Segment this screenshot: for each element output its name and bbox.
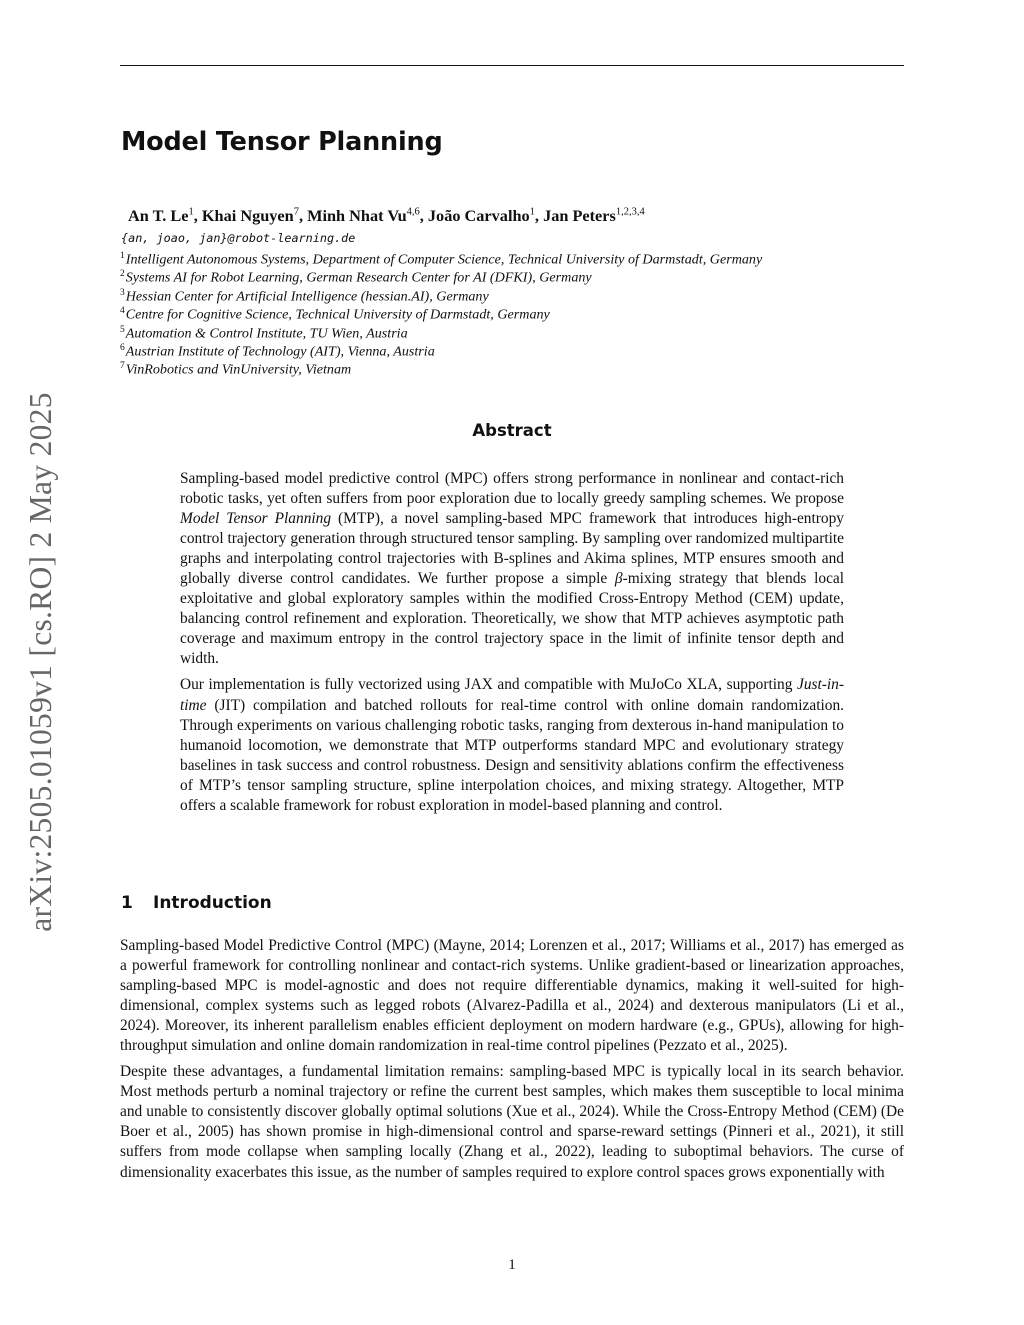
- affiliation-text: Systems AI for Robot Learning, German Research Center for AI (DFKI), Germany: [125, 270, 592, 287]
- affiliation-item: [120, 302, 762, 323]
- affiliation-item: [120, 247, 763, 268]
- affiliation-text: Austrian Institute of Technology (AIT), Vienna, Austria: [125, 343, 435, 360]
- author-name: Khai Nguyen: [201, 206, 294, 225]
- author-name: Jan Peters: [543, 206, 616, 225]
- affiliation-item: [120, 339, 762, 360]
- body-paragraph: Sampling-based Model Predictive Control (MPC) (Mayne, 2014; Lorenzen et al., 2017; Williams et al., 2017) has emerged as a powerful framework for controlling nonlinear and contact-rich systems. Unlike gradient-based or linearization approaches, sampling-based MPC is model-agnostic and does not require differentiable dynamics, making it well-suited for high-dimensional, complex systems such as legged robots (Alvarez-Padilla et al., 2024) and dexterous manipulators (Li et al., 2024). Moreover, its inherent parallelism enables efficient deployment on modern hardware (e.g., GPUs), allowing for high-throughput simulation and online domain randomization in real-time control pipelines (Pezzato et al., 2025).: [120, 937, 904, 1055]
- introduction-body: [120, 936, 904, 1189]
- abstract-text: Our implementation is fully vectorized using JAX and compatible with MuJoCo XLA, supporting: [180, 676, 797, 694]
- affiliation-text: VinRobotics and VinUniversity, Vietnam: [125, 362, 352, 379]
- affiliation-number: 6: [120, 342, 125, 353]
- abstract-paragraph: [180, 469, 844, 669]
- affiliation-number: 4: [120, 306, 125, 317]
- author-name: João Carvalho: [427, 206, 530, 225]
- section-heading-introduction: [121, 893, 272, 913]
- author-affiliation-marker: 7: [293, 206, 299, 218]
- affiliation-text: Centre for Cognitive Science, Technical University of Darmstadt, Germany: [125, 306, 550, 323]
- abstract-emphasis: Just-in-time: [180, 676, 844, 714]
- author-list: An T. Le$^1$, Khai Nguyen$^7$, Minh Nhat Vu$^{4,6}$, João Carvalho$^1$, Jan Peters$^{1,2,3,4}$: [128, 206, 645, 225]
- author-affiliation-marker: 4,6: [406, 206, 420, 218]
- affiliation-number: 5: [120, 324, 125, 335]
- beta-symbol: β: [614, 570, 623, 588]
- affiliation-text: Intelligent Autonomous Systems, Department of Computer Science, Technical University of Darmstadt, Germany: [125, 251, 763, 268]
- author-name: Minh Nhat Vu: [307, 206, 407, 225]
- abstract-text: (MTP), a novel sampling-based MPC framework that introduces high-entropy control trajectory generation through structured tensor sampling. By sampling over randomized multipartite graphs and interpolating control trajectories with B-splines and Akima splines, MTP ensures smooth and globally diverse control candidates. We further propose a simple: [180, 510, 844, 588]
- paper-title: Model Tensor Planning: [121, 127, 443, 157]
- body-paragraph: Despite these advantages, a fundamental limitation remains: sampling-based MPC is typically local in its search behavior. Most methods perturb a nominal trajectory or refine the current best samples, which makes them susceptible to local minima and unable to consistently discover globally optimal solutions (Xue et al., 2024). While the Cross-Entropy Method (CEM) (De Boer et al., 2005) has shown promise in high-dimensional control and sparse-reward settings (Pinneri et al., 2021), it still suffers from mode collapse when sampling locally (Zhang et al., 2022), leading to suboptimal behaviors. The curse of dimensionality exacerbates this issue, as the number of samples required to explore control spaces grows exponentially with: [120, 1063, 904, 1181]
- abstract-emphasis: Model Tensor Planning: [180, 510, 332, 528]
- abstract-paragraph: [180, 675, 844, 815]
- affiliation-number: 2: [120, 269, 125, 280]
- affiliation-number: 1: [120, 251, 125, 261]
- author-affiliation-marker: 1,2,3,4: [615, 206, 645, 218]
- abstract-heading: Abstract: [472, 421, 552, 440]
- section-number: 1: [121, 893, 133, 913]
- affiliation-item: [120, 321, 762, 342]
- affiliation-text: Hessian Center for Artificial Intelligence (hessian.AI), Germany: [125, 288, 489, 305]
- author-affiliation-marker: 1: [188, 206, 194, 218]
- affiliation-item: [120, 265, 762, 287]
- affiliation-text: Automation & Control Institute, TU Wien, Austria: [125, 325, 408, 342]
- affiliation-item: [120, 357, 762, 379]
- affiliation-number: 7: [120, 361, 125, 372]
- affiliation-number: 3: [120, 287, 125, 298]
- section-title: Introduction: [153, 893, 272, 913]
- abstract-text: (JIT) compilation and batched rollouts for real-time control with online domain randomization. Through experiments on various challenging robotic tasks, ranging from dexterous in-hand manipulation to humanoid locomotion, we demonstrate that MTP outperforms standard MPC and evolutionary strategy baselines in task success and control robustness. Design and sensitivity ablations confirm the effectiveness of MTP’s tensor sampling structure, spline interpolation choices, and mixing strategy. Altogether, MTP offers a scalable framework for robust exploration in model-based planning and control.: [180, 696, 844, 814]
- page-number: 1: [508, 1257, 516, 1273]
- arxiv-identifier: arXiv:2505.01059v1 [cs.RO] 2 May 2025: [23, 392, 58, 932]
- author-emails: {an, joao, jan}@robot-learning.de: [121, 231, 356, 245]
- author-name: An T. Le: [128, 206, 189, 225]
- author-affiliation-marker: 1: [529, 206, 535, 218]
- abstract-text: -mixing strategy that blends local exploitative and global exploratory samples within the modified Cross-Entropy Method (CEM) update, balancing control refinement and exploration. Theoretically, we show that MTP achieves asymptotic path coverage and maximum entropy in the control trajectory space in the limit of infinite tensor depth and width.: [180, 570, 845, 668]
- affiliation-item: [120, 284, 762, 305]
- abstract-body: [180, 469, 844, 822]
- top-rule: [120, 65, 904, 66]
- affiliation-list: [120, 247, 763, 379]
- abstract-text: Sampling-based model predictive control (MPC) offers strong performance in nonlinear and contact-rich robotic tasks, yet often suffers from poor exploration due to locally greedy sampling schemes. We propose: [180, 470, 844, 508]
